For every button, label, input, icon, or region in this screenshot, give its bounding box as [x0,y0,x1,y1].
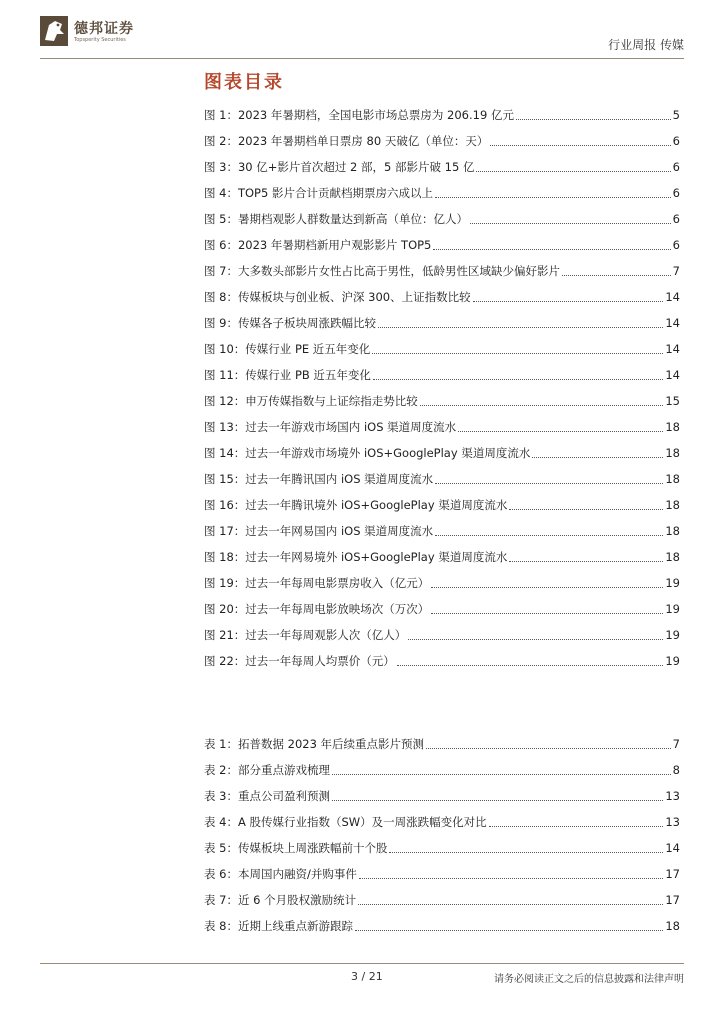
toc-entry-label: 图 10：传媒行业 PE 近五年变化 [204,342,371,356]
toc-entry-page: 14 [665,342,680,356]
toc-entry-label: 图 5：暑期档观影人群数量达到新高（单位：亿人） [204,212,468,226]
dot-leader [431,587,663,588]
toc-entry-page: 18 [665,524,680,538]
toc-entry-label: 表 3：重点公司盈利预测 [204,789,330,803]
figure-entry[interactable] [204,180,680,206]
toc-entry-page: 19 [665,654,680,668]
logo-emblem-icon [40,16,68,46]
dot-leader [431,613,663,614]
toc-entry-page: 19 [665,576,680,590]
figure-list [204,102,680,674]
figure-entry[interactable] [204,388,680,414]
toc-entry-label: 图 22：过去一年每周人均票价（元） [204,654,395,668]
toc-entry-label: 表 7：近 6 个月股权激励统计 [204,893,357,907]
toc-entry-label: 图 4：TOP5 影片合计贡献档期票房六成以上 [204,186,433,200]
figure-entry[interactable] [204,310,680,336]
toc-entry-page: 19 [665,628,680,642]
toc-entry-label: 图 12：申万传媒指数与上证综指走势比较 [204,394,418,408]
figure-entry[interactable] [204,102,680,128]
table-entry[interactable] [204,835,680,861]
dot-leader [397,665,664,666]
dot-leader [359,878,664,879]
dot-leader [435,535,663,536]
toc-entry-page: 6 [672,134,680,148]
dot-leader [435,197,671,198]
toc-entry-page: 14 [665,316,680,330]
dot-leader [332,774,671,775]
dot-leader [408,639,663,640]
toc-entry-label: 图 2：2023 年暑期档单日票房 80 天破亿（单位：天） [204,134,489,148]
toc-entry-label: 图 6：2023 年暑期档新用户观影影片 TOP5 [204,238,432,252]
toc-entry-page: 14 [665,841,680,855]
dot-leader [489,826,664,827]
dot-leader [509,561,663,562]
toc-entry-page: 14 [665,368,680,382]
footer-divider [40,963,684,964]
toc-entry-label: 图 13：过去一年游戏市场国内 iOS 渠道周度流水 [204,420,457,434]
toc-entry-page: 18 [665,550,680,564]
toc-entry-page: 18 [665,498,680,512]
toc-entry-page: 6 [672,212,680,226]
figure-entry[interactable] [204,466,680,492]
figure-entry[interactable] [204,544,680,570]
toc-entry-page: 18 [665,420,680,434]
toc-entry-page: 6 [672,238,680,252]
toc-entry-label: 图 8：传媒板块与创业板、沪深 300、上证指数比较 [204,290,471,304]
toc-entry-label: 图 11：传媒行业 PB 近五年变化 [204,368,371,382]
toc-entry-label: 图 16：过去一年腾讯境外 iOS+GooglePlay 渠道周度流水 [204,498,508,512]
figure-entry[interactable] [204,570,680,596]
toc-entry-page: 17 [665,867,680,881]
dot-leader [332,800,663,801]
dot-leader [378,327,663,328]
header-divider [40,58,684,59]
figure-entry[interactable] [204,128,680,154]
toc-entry-label: 图 14：过去一年游戏市场境外 iOS+GooglePlay 渠道周度流水 [204,446,531,460]
toc-entry-page: 6 [672,186,680,200]
table-entry[interactable] [204,809,680,835]
toc-entry-label: 表 8：近期上线重点新游跟踪 [204,919,353,933]
company-logo [40,16,170,50]
toc-entry-page: 17 [665,893,680,907]
dot-leader [358,904,663,905]
toc-entry-label: 图 3：30 亿+影片首次超过 2 部，5 部影片破 15 亿 [204,160,475,174]
toc-entry-label: 图 18：过去一年网易境外 iOS+GooglePlay 渠道周度流水 [204,550,508,564]
figure-entry[interactable] [204,414,680,440]
table-entry[interactable] [204,757,680,783]
figure-entry[interactable] [204,206,680,232]
toc-entry-label: 图 9：传媒各子板块周涨跌幅比较 [204,316,376,330]
logo-subtitle: Topsperity Securities [74,37,126,43]
toc-entry-page: 7 [672,737,680,751]
dot-leader [372,353,663,354]
dot-leader [516,119,671,120]
toc-entry-label: 表 4：A 股传媒行业指数（SW）及一周涨跌幅变化对比 [204,815,487,829]
dot-leader [473,301,664,302]
toc-entry-label: 图 1：2023 年暑期档，全国电影市场总票房为 206.19 亿元 [204,108,514,122]
table-entry[interactable] [204,913,680,939]
toc-title: 图表目录 [204,72,284,93]
figure-entry[interactable] [204,154,680,180]
dot-leader [490,145,670,146]
toc-entry-label: 图 20：过去一年每周电影放映场次（万次） [204,602,430,616]
toc-entry-page: 18 [665,472,680,486]
figure-entry[interactable] [204,648,680,674]
logo-name: 德邦证券 [74,21,134,37]
toc-entry-label: 图 19：过去一年每周电影票房收入（亿元） [204,576,430,590]
dot-leader [420,405,664,406]
toc-entry-label: 图 17：过去一年网易国内 iOS 渠道周度流水 [204,524,434,538]
figure-entry[interactable] [204,232,680,258]
table-list [204,731,680,939]
dot-leader [458,431,663,432]
toc-entry-page: 18 [665,919,680,933]
report-section-label: 行业周报 传媒 [608,38,684,52]
table-entry[interactable] [204,783,680,809]
toc-entry-label: 表 2：部分重点游戏梳理 [204,763,330,777]
toc-entry-label: 图 21：过去一年每周观影人次（亿人） [204,628,407,642]
figure-entry[interactable] [204,596,680,622]
figure-entry[interactable] [204,492,680,518]
dot-leader [509,509,663,510]
toc-entry-page: 5 [672,108,680,122]
table-entry[interactable] [204,861,680,887]
toc-entry-label: 表 1：拓普数据 2023 年后续重点影片预测 [204,737,425,751]
figure-entry[interactable] [204,622,680,648]
dot-leader [470,223,671,224]
dot-leader [426,748,671,749]
toc-entry-page: 13 [665,815,680,829]
figure-entry[interactable] [204,440,680,466]
table-entry[interactable] [204,731,680,757]
toc-entry-page: 18 [665,446,680,460]
figure-entry[interactable] [204,284,680,310]
table-entry[interactable] [204,887,680,913]
toc-entry-page: 15 [665,394,680,408]
toc-entry-label: 图 15：过去一年腾讯国内 iOS 渠道周度流水 [204,472,434,486]
page-number: 3 / 21 [351,970,383,983]
toc-entry-page: 13 [665,789,680,803]
toc-entry-label: 表 6：本周国内融资/并购事件 [204,867,357,881]
dot-leader [389,852,663,853]
figure-entry[interactable] [204,518,680,544]
toc-entry-label: 表 5：传媒板块上周涨跌幅前十个股 [204,841,388,855]
figure-entry[interactable] [204,362,680,388]
figure-entry[interactable] [204,258,680,284]
dot-leader [433,249,670,250]
toc-entry-page: 8 [672,763,680,777]
toc-entry-page: 6 [672,160,680,174]
page-header [0,0,724,64]
dot-leader [476,171,670,172]
figure-entry[interactable] [204,336,680,362]
dot-leader [355,930,663,931]
dot-leader [562,275,671,276]
toc-entry-page: 19 [665,602,680,616]
toc-entry-page: 14 [665,290,680,304]
toc-entry-page: 7 [672,264,680,278]
dot-leader [532,457,663,458]
disclaimer-note: 请务必阅读正文之后的信息披露和法律声明 [494,974,684,985]
dot-leader [373,379,663,380]
toc-entry-label: 图 7：大多数头部影片女性占比高于男性，低龄男性区域缺少偏好影片 [204,264,560,278]
dot-leader [435,483,663,484]
